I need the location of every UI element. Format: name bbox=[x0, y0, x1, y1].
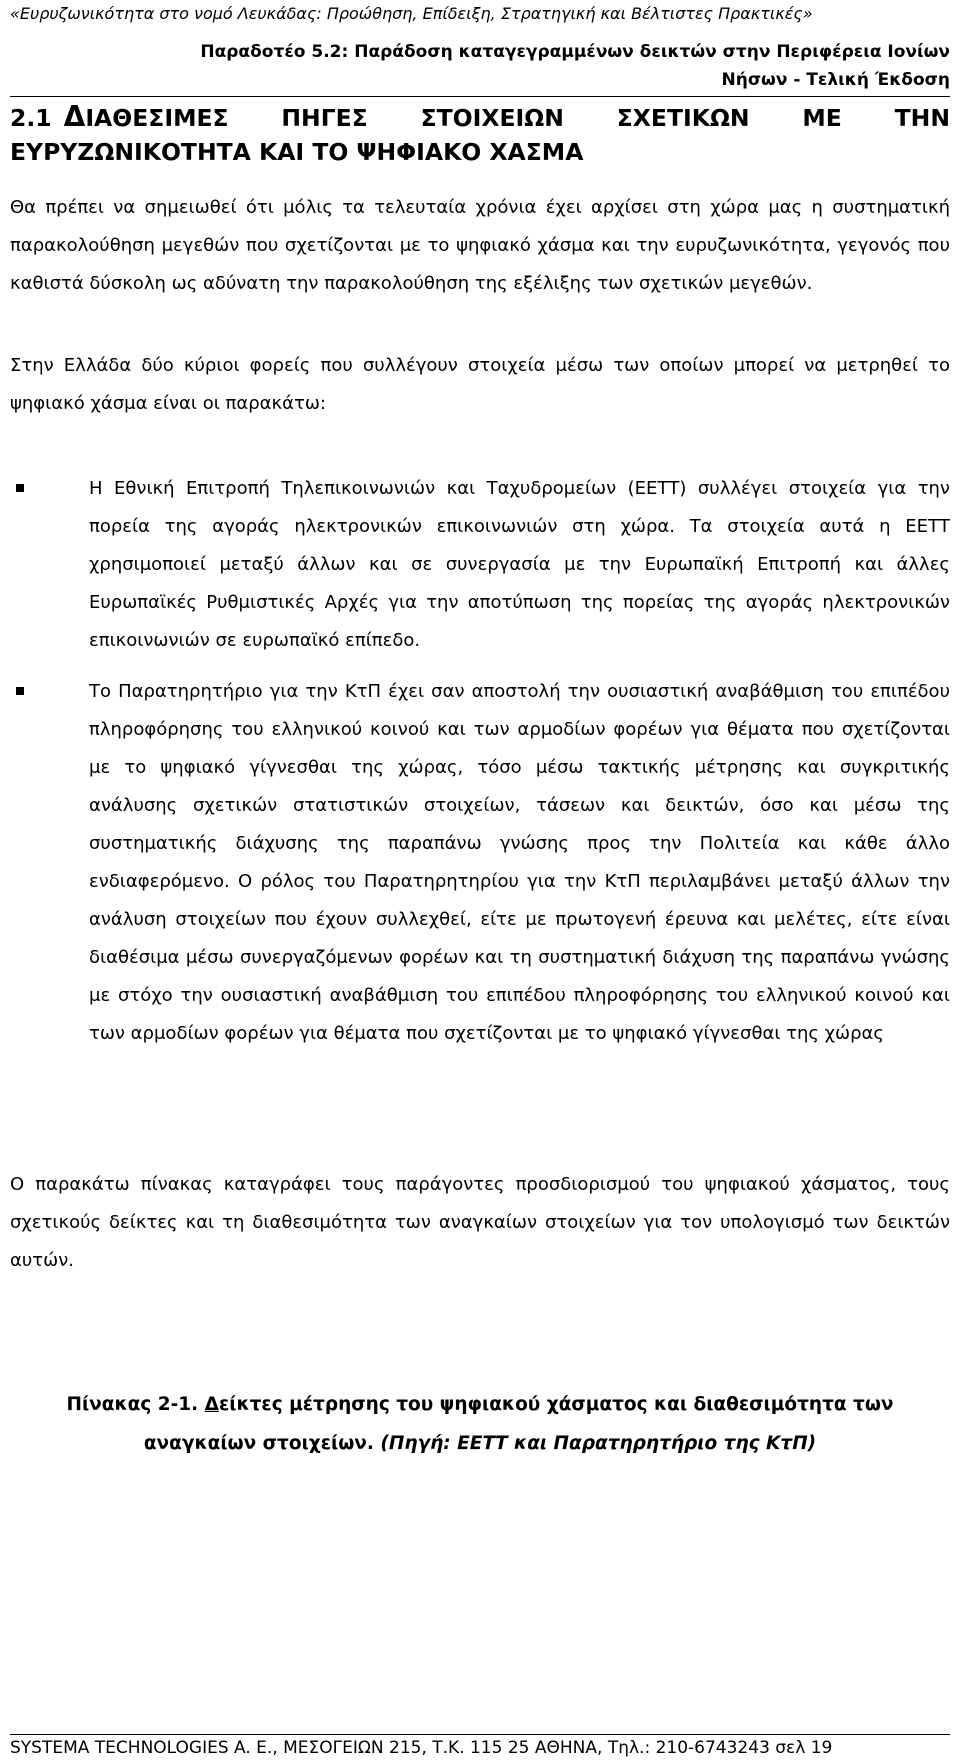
square-bullet-icon bbox=[16, 484, 24, 492]
section-title-initial: Δ bbox=[63, 100, 86, 133]
section-number: 2.1 bbox=[10, 104, 52, 132]
page-footer: SYSTEMA TECHNOLOGIES A. E., ΜΕΣΟΓΕΙΩΝ 215, Τ.Κ. 115 25 ΑΘΗΝΑ, Τηλ.: 210-6743243 σελ 19 bbox=[10, 1734, 950, 1761]
caption-title-initial: Δ bbox=[204, 1394, 219, 1415]
square-bullet-icon bbox=[16, 687, 24, 695]
table-caption bbox=[60, 1385, 900, 1463]
caption-label: Πίνακας 2-1. bbox=[66, 1394, 205, 1415]
caption-title: είκτες μέτρησης του ψηφιακού χάσματος και διαθεσιμότητα των αναγκαίων στοιχείων. bbox=[143, 1394, 894, 1454]
deliverable-title-line2: Νήσων - Τελική Έκδοση bbox=[721, 70, 950, 90]
list-item-text: Το Παρατηρητήριο για την ΚτΠ έχει σαν αποστολή την ουσιαστική αναβάθμιση του επιπέδου πληροφόρησης του ελληνικού κοινού και των αρμοδίων φορέων για θέματα που σχετίζονται με το ψηφιακό γίγνεσθαι της χώρας, τόσο μέσω τακτικής μέτρησης και συγκριτικής ανάλυσης σχετικών στατιστικών στοιχείων, τάσεων και δεικτών, όσο και μέσω της συστηματικής διάχυσης της παραπάνω γνώσης προς την Πολιτεία και κάθε άλλο ενδιαφερόμενο. Ο ρόλος του Παρατηρητηρίου για την ΚτΠ περιλαμβάνει μεταξύ άλλων την ανάλυση στοιχείων που έχουν συλλεχθεί, είτε με πρωτογενή έρευνα και μελέτες, είτε είναι διαθέσιμα μέσω συνεργαζόμενων φορέων και τη συστηματική διάχυση της παραπάνω γνώσης με στόχο την ουσιαστική αναβάθμιση του επιπέδου πληροφόρησης του ελληνικού κοινού και των αρμοδίων φορέων για θέματα που σχετίζονται με το ψηφιακό γίγνεσθαι της χώρας bbox=[89, 681, 950, 1044]
list-item bbox=[10, 673, 950, 1053]
page-header bbox=[10, 0, 950, 97]
bodies-paragraph: Στην Ελλάδα δύο κύριοι φορείς που συλλέγουν στοιχεία μέσω των οποίων μπορεί να μετρηθεί το ψηφιακό χάσμα είναι οι παρακάτω: bbox=[10, 355, 950, 414]
intro-paragraph: Θα πρέπει να σημειωθεί ότι μόλις τα τελευταία χρόνια έχει αρχίσει στη χώρα μας η συστηματική παρακολούθηση μεγεθών που σχετίζονται με το ψηφιακό χάσμα και την ευρυζωνικότητα, γεγονός που καθιστά δύσκολη ως αδύνατη την παρακολούθηση της εξέλιξης των σχετικών μεγεθών. bbox=[10, 197, 950, 294]
header-divider bbox=[10, 96, 950, 97]
section-title: ΙΑΘΕΣΙΜΕΣ ΠΗΓΕΣ ΣΤΟΙΧΕΙΩΝ ΣΧΕΤΙΚΩΝ ΜΕ ΤΗΝ ΕΥΡΥΖΩΝΙΚΟΤΗΤΑ ΚΑΙ ΤΟ ΨΗΦΙΑΚΟ ΧΑΣΜΑ bbox=[10, 104, 950, 166]
section-heading bbox=[10, 100, 950, 169]
deliverable-title bbox=[10, 38, 950, 94]
deliverable-title-line1: Παραδοτέο 5.2: Παράδοση καταγεγραμμένων δεικτών στην Περιφέρεια Ιονίων bbox=[200, 42, 950, 62]
caption-source: (Πηγή: ΕΕΤΤ και Παρατηρητήριο της ΚτΠ) bbox=[380, 1433, 817, 1454]
table-intro-paragraph: Ο παρακάτω πίνακας καταγράφει τους παράγοντες προσδιορισμού του ψηφιακού χάσματος, τους σχετικούς δείκτες και τη διαθεσιμότητα των αναγκαίων στοιχείων για τον υπολογισμό των δεικτών αυτών. bbox=[10, 1174, 950, 1271]
project-title: «Ευρυζωνικότητα στο νομό Λευκάδας: Προώθηση, Επίδειξη, Στρατηγική και Βέλτιστες Πρακτικές» bbox=[10, 4, 813, 23]
list-item bbox=[10, 470, 950, 660]
list-item-text: Η Εθνική Επιτροπή Τηλεπικοινωνιών και Ταχυδρομείων (ΕΕΤΤ) συλλέγει στοιχεία για την πορεία της αγοράς ηλεκτρονικών επικοινωνιών στη χώρα. Τα στοιχεία αυτά η ΕΕΤΤ χρησιμοποιεί μεταξύ άλλων και σε συνεργασία με την Ευρωπαϊκή Επιτροπή και άλλες Ευρωπαϊκές Ρυθμιστικές Αρχές για την αποτύπωση της πορείας της αγοράς ηλεκτρονικών επικοινωνιών σε ευρωπαϊκό επίπεδο. bbox=[89, 478, 950, 651]
bullet-list bbox=[10, 470, 950, 1066]
